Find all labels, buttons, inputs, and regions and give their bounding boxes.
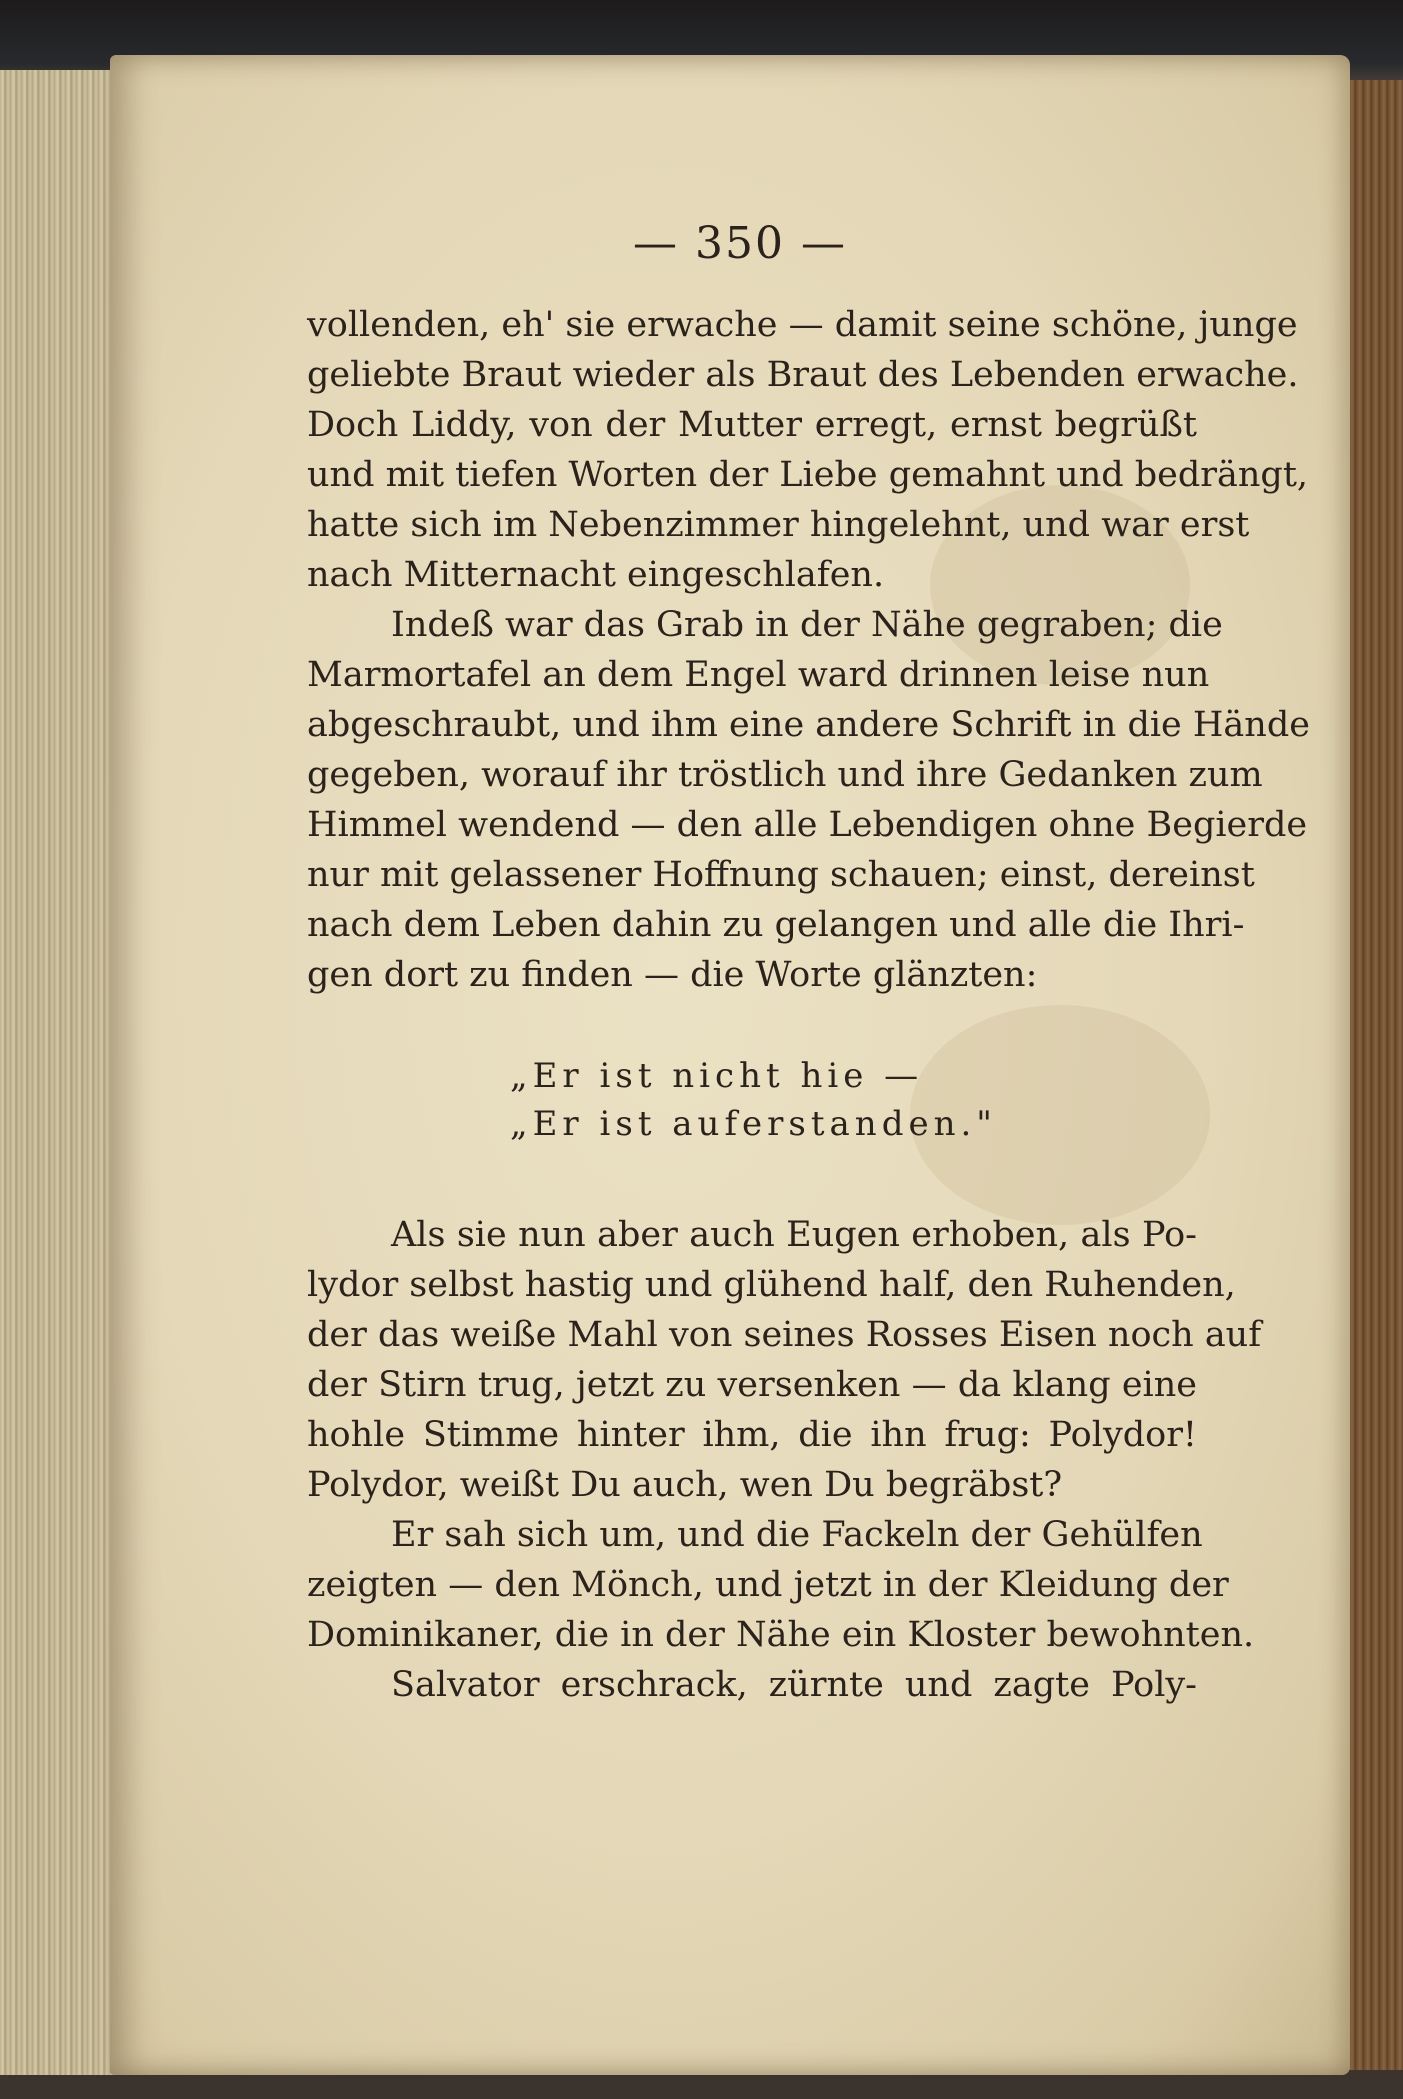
text-line: hohle Stimme hinter ihm, die ihn frug: Polydor!	[307, 1415, 1197, 1455]
text-line: der das weiße Mahl von seines Rosses Eisen noch auf	[307, 1315, 1262, 1355]
text-line: geliebte Braut wieder als Braut des Lebenden erwache.	[307, 355, 1299, 395]
text-line: Polydor, weißt Du auch, wen Du begräbst?	[307, 1465, 1063, 1505]
text-line: Salvator erschrack, zürnte und zagte Poly-	[391, 1665, 1197, 1705]
text-line: nur mit gelassener Hoffnung schauen; einst, dereinst	[307, 855, 1255, 895]
text-line: Dominikaner, die in der Nähe ein Kloster bewohnten.	[307, 1615, 1255, 1655]
quote-line: „Er ist nicht hie —	[510, 1056, 924, 1096]
quote-line: „Er ist auferstanden."	[510, 1104, 997, 1144]
text-line: Himmel wendend — den alle Lebendigen ohne Begierde	[307, 805, 1308, 845]
body-text-bottom	[307, 1210, 1262, 1710]
body-text-top	[307, 300, 1310, 1000]
text-line: der Stirn trug, jetzt zu versenken — da klang eine	[307, 1365, 1197, 1405]
page-number: — 350 —	[633, 218, 847, 269]
text-line: zeigten — den Mönch, und jetzt in der Kleidung der	[307, 1565, 1229, 1605]
text-line: Doch Liddy, von der Mutter erregt, ernst begrüßt	[307, 405, 1197, 445]
text-line: und mit tiefen Worten der Liebe gemahnt und bedrängt,	[307, 455, 1309, 495]
text-line: Marmortafel an dem Engel ward drinnen leise nun	[307, 655, 1210, 695]
text-line: abgeschraubt, und ihm eine andere Schrift in die Hände	[307, 705, 1310, 745]
text-line: nach dem Leben dahin zu gelangen und alle die Ihri-	[307, 905, 1245, 945]
inscription-quote	[510, 1052, 997, 1148]
text-line: hatte sich im Nebenzimmer hingelehnt, und war erst	[307, 505, 1250, 545]
text-line: Als sie nun aber auch Eugen erhoben, als Po-	[391, 1215, 1197, 1255]
text-line: nach Mitternacht eingeschlafen.	[307, 555, 885, 595]
text-line: vollenden, eh' sie erwache — damit seine schöne, junge	[307, 305, 1298, 345]
text-line: gegeben, worauf ihr tröstlich und ihre Gedanken zum	[307, 755, 1263, 795]
text-line: Indeß war das Grab in der Nähe gegraben; die	[391, 605, 1223, 645]
text-line: Er sah sich um, und die Fackeln der Gehülfen	[391, 1515, 1203, 1555]
text-line: lydor selbst hastig und glühend half, den Ruhenden,	[307, 1265, 1236, 1305]
text-line: gen dort zu finden — die Worte glänzten:	[307, 955, 1038, 995]
